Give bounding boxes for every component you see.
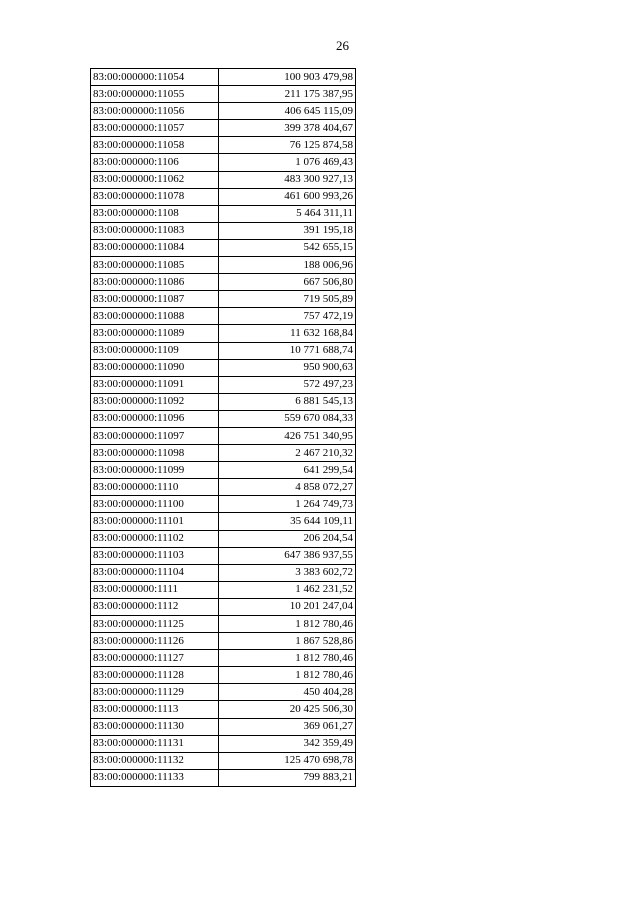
cadastral-value-cell: 647 386 937,55 xyxy=(219,547,356,564)
cadastral-value-cell: 426 751 340,95 xyxy=(219,427,356,444)
table-row xyxy=(91,376,356,393)
cadastral-number-cell: 83:00:000000:11127 xyxy=(91,650,219,667)
table-row xyxy=(91,735,356,752)
cadastral-value-cell: 799 883,21 xyxy=(219,769,356,786)
table-row xyxy=(91,325,356,342)
cadastral-value-cell: 542 655,15 xyxy=(219,239,356,256)
cadastral-number-cell: 83:00:000000:11098 xyxy=(91,445,219,462)
cadastral-value-cell: 10 771 688,74 xyxy=(219,342,356,359)
cadastral-number-cell: 83:00:000000:11104 xyxy=(91,564,219,581)
cadastral-number-cell: 83:00:000000:11099 xyxy=(91,462,219,479)
cadastral-number-cell: 83:00:000000:11054 xyxy=(91,69,219,86)
cadastral-value-cell: 211 175 387,95 xyxy=(219,86,356,103)
cadastral-value-cell: 667 506,80 xyxy=(219,274,356,291)
cadastral-value-cell: 100 903 479,98 xyxy=(219,69,356,86)
table-row xyxy=(91,205,356,222)
table-row xyxy=(91,445,356,462)
cadastral-number-cell: 83:00:000000:11092 xyxy=(91,393,219,410)
cadastral-value-cell: 483 300 927,13 xyxy=(219,171,356,188)
table-row xyxy=(91,667,356,684)
cadastral-number-cell: 83:00:000000:11129 xyxy=(91,684,219,701)
cadastral-value-cell: 35 644 109,11 xyxy=(219,513,356,530)
table-row xyxy=(91,427,356,444)
cadastral-number-cell: 83:00:000000:11056 xyxy=(91,103,219,120)
cadastral-value-cell: 1 812 780,46 xyxy=(219,667,356,684)
cadastral-number-cell: 83:00:000000:11089 xyxy=(91,325,219,342)
cadastral-number-cell: 83:00:000000:11087 xyxy=(91,291,219,308)
cadastral-value-cell: 4 858 072,27 xyxy=(219,479,356,496)
table-body xyxy=(91,69,356,787)
table-row xyxy=(91,154,356,171)
cadastral-number-cell: 83:00:000000:11103 xyxy=(91,547,219,564)
table-row xyxy=(91,616,356,633)
cadastral-number-cell: 83:00:000000:11130 xyxy=(91,718,219,735)
table-row xyxy=(91,564,356,581)
table-row xyxy=(91,103,356,120)
cadastral-value-cell: 950 900,63 xyxy=(219,359,356,376)
cadastral-value-cell: 188 006,96 xyxy=(219,257,356,274)
cadastral-value-cell: 5 464 311,11 xyxy=(219,205,356,222)
table-row xyxy=(91,718,356,735)
table-row xyxy=(91,701,356,718)
cadastral-number-cell: 83:00:000000:11125 xyxy=(91,616,219,633)
cadastral-value-cell: 1 462 231,52 xyxy=(219,581,356,598)
table-row xyxy=(91,752,356,769)
cadastral-value-cell: 719 505,89 xyxy=(219,291,356,308)
cadastral-number-cell: 83:00:000000:11097 xyxy=(91,427,219,444)
table-row xyxy=(91,291,356,308)
cadastral-number-cell: 83:00:000000:1113 xyxy=(91,701,219,718)
table-row xyxy=(91,86,356,103)
table-row xyxy=(91,359,356,376)
cadastral-value-cell: 1 812 780,46 xyxy=(219,616,356,633)
cadastral-number-cell: 83:00:000000:11132 xyxy=(91,752,219,769)
table-row xyxy=(91,496,356,513)
table-row xyxy=(91,393,356,410)
cadastral-number-cell: 83:00:000000:11083 xyxy=(91,222,219,239)
table-row xyxy=(91,222,356,239)
table-row xyxy=(91,171,356,188)
cadastral-value-cell: 1 812 780,46 xyxy=(219,650,356,667)
cadastral-value-table xyxy=(90,68,356,787)
cadastral-value-cell: 3 383 602,72 xyxy=(219,564,356,581)
table-row xyxy=(91,410,356,427)
cadastral-value-cell: 1 076 469,43 xyxy=(219,154,356,171)
table-row xyxy=(91,650,356,667)
table-row xyxy=(91,530,356,547)
table-row xyxy=(91,274,356,291)
cadastral-value-cell: 391 195,18 xyxy=(219,222,356,239)
table-row xyxy=(91,684,356,701)
cadastral-number-cell: 83:00:000000:11101 xyxy=(91,513,219,530)
table-row xyxy=(91,137,356,154)
cadastral-value-cell: 1 867 528,86 xyxy=(219,633,356,650)
cadastral-number-cell: 83:00:000000:1112 xyxy=(91,598,219,615)
cadastral-number-cell: 83:00:000000:11057 xyxy=(91,120,219,137)
cadastral-value-cell: 399 378 404,67 xyxy=(219,120,356,137)
table-row xyxy=(91,462,356,479)
cadastral-value-cell: 757 472,19 xyxy=(219,308,356,325)
cadastral-value-cell: 572 497,23 xyxy=(219,376,356,393)
table-row xyxy=(91,547,356,564)
table-row xyxy=(91,342,356,359)
table-row xyxy=(91,513,356,530)
cadastral-value-cell: 10 201 247,04 xyxy=(219,598,356,615)
cadastral-number-cell: 83:00:000000:11055 xyxy=(91,86,219,103)
cadastral-number-cell: 83:00:000000:11078 xyxy=(91,188,219,205)
table-row xyxy=(91,69,356,86)
table-row xyxy=(91,633,356,650)
cadastral-number-cell: 83:00:000000:11086 xyxy=(91,274,219,291)
cadastral-value-cell: 76 125 874,58 xyxy=(219,137,356,154)
table-row xyxy=(91,479,356,496)
cadastral-number-cell: 83:00:000000:11100 xyxy=(91,496,219,513)
table-row xyxy=(91,308,356,325)
cadastral-number-cell: 83:00:000000:1110 xyxy=(91,479,219,496)
cadastral-value-cell: 6 881 545,13 xyxy=(219,393,356,410)
cadastral-number-cell: 83:00:000000:1106 xyxy=(91,154,219,171)
cadastral-value-cell: 641 299,54 xyxy=(219,462,356,479)
cadastral-number-cell: 83:00:000000:11126 xyxy=(91,633,219,650)
cadastral-value-cell: 369 061,27 xyxy=(219,718,356,735)
cadastral-number-cell: 83:00:000000:1109 xyxy=(91,342,219,359)
cadastral-number-cell: 83:00:000000:11131 xyxy=(91,735,219,752)
cadastral-value-cell: 559 670 084,33 xyxy=(219,410,356,427)
page-number: 26 xyxy=(336,38,349,53)
cadastral-value-cell: 125 470 698,78 xyxy=(219,752,356,769)
cadastral-value-cell: 342 359,49 xyxy=(219,735,356,752)
cadastral-number-cell: 83:00:000000:1108 xyxy=(91,205,219,222)
cadastral-number-cell: 83:00:000000:11085 xyxy=(91,257,219,274)
cadastral-value-cell: 2 467 210,32 xyxy=(219,445,356,462)
cadastral-number-cell: 83:00:000000:1111 xyxy=(91,581,219,598)
table-row xyxy=(91,257,356,274)
cadastral-number-cell: 83:00:000000:11058 xyxy=(91,137,219,154)
table-row xyxy=(91,120,356,137)
cadastral-number-cell: 83:00:000000:11091 xyxy=(91,376,219,393)
cadastral-number-cell: 83:00:000000:11102 xyxy=(91,530,219,547)
cadastral-number-cell: 83:00:000000:11090 xyxy=(91,359,219,376)
cadastral-number-cell: 83:00:000000:11084 xyxy=(91,239,219,256)
table-row xyxy=(91,188,356,205)
cadastral-value-cell: 450 404,28 xyxy=(219,684,356,701)
table-row xyxy=(91,598,356,615)
cadastral-value-cell: 11 632 168,84 xyxy=(219,325,356,342)
cadastral-value-cell: 206 204,54 xyxy=(219,530,356,547)
cadastral-number-cell: 83:00:000000:11088 xyxy=(91,308,219,325)
cadastral-number-cell: 83:00:000000:11133 xyxy=(91,769,219,786)
cadastral-number-cell: 83:00:000000:11128 xyxy=(91,667,219,684)
cadastral-value-cell: 406 645 115,09 xyxy=(219,103,356,120)
cadastral-number-cell: 83:00:000000:11062 xyxy=(91,171,219,188)
cadastral-value-cell: 461 600 993,26 xyxy=(219,188,356,205)
table-row xyxy=(91,239,356,256)
cadastral-value-cell: 20 425 506,30 xyxy=(219,701,356,718)
table-row xyxy=(91,581,356,598)
cadastral-value-cell: 1 264 749,73 xyxy=(219,496,356,513)
cadastral-number-cell: 83:00:000000:11096 xyxy=(91,410,219,427)
table-row xyxy=(91,769,356,786)
